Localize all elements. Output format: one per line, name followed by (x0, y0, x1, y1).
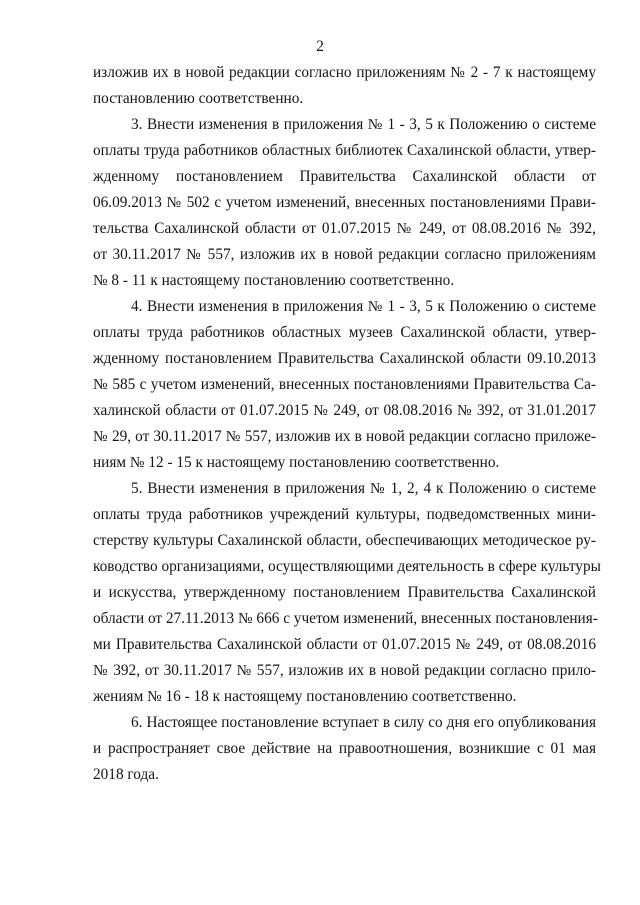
text-line: 4. Внести изменения в приложения № 1 - 3, 5 к Положению о системе (131, 298, 596, 315)
text-line: 5. Внести изменения в приложения № 1, 2, 4 к Положению о системе (131, 480, 596, 497)
text-line: области от 27.11.2013 № 666 с учетом изменений, внесенных постановления- (93, 610, 598, 627)
text-line: № 585 с учетом изменений, внесенных постановлениями Правительства Са- (93, 376, 596, 393)
text-line: ми Правительства Сахалинской области от 01.07.2015 № 249, от 08.08.2016 (93, 636, 596, 653)
text-line: ководство организациями, осуществляющими деятельность в сфере культуры (93, 558, 601, 575)
text-line: жденному постановлением Правительства Сахалинской области 09.10.2013 (93, 350, 596, 367)
text-line: постановлению соответственно. (93, 90, 304, 107)
text-line: № 8 - 11 к настоящему постановлению соответственно. (93, 272, 455, 289)
text-line: стерству культуры Сахалинской области, обеспечивающих методическое ру- (93, 532, 596, 549)
text-line: 6. Настоящее постановление вступает в силу со дня его опубликования (131, 714, 596, 731)
text-line: 2018 года. (93, 766, 159, 783)
text-line: тельства Сахалинской области от 01.07.2015 № 249, от 08.08.2016 № 392, (93, 220, 596, 237)
text-line: оплаты труда работников учреждений культуры, подведомственных мини- (93, 506, 596, 523)
text-line: № 392, от 30.11.2017 № 557, изложив их в новой редакции согласно прило- (93, 662, 596, 679)
text-line: оплаты труда работников областных музеев Сахалинской области, утвер- (93, 324, 596, 341)
text-line: 06.09.2013 № 502 с учетом изменений, внесенных постановлениями Прави- (93, 194, 596, 211)
text-line: жденному постановлением Правительства Сахалинской области от (93, 168, 596, 185)
text-line: халинской области от 01.07.2015 № 249, от 08.08.2016 № 392, от 31.01.2017 (93, 402, 596, 419)
text-line: жениям № 16 - 18 к настоящему постановлению соответственно. (93, 688, 517, 705)
text-line: и распространяет свое действие на правоотношения, возникшие с 01 мая (93, 740, 596, 757)
text-line: изложив их в новой редакции согласно приложениям № 2 - 7 к настоящему (93, 64, 596, 81)
text-line: от 30.11.2017 № 557, изложив их в новой редакции согласно приложениям (93, 246, 596, 263)
text-line: и искусства, утвержденному постановлением Правительства Сахалинской (93, 584, 596, 601)
text-line: оплаты труда работников областных библиотек Сахалинской области, утвер- (93, 142, 596, 159)
page-number: 2 (316, 38, 324, 55)
text-line: ниям № 12 - 15 к настоящему постановлению соответственно. (93, 454, 500, 471)
text-line: № 29, от 30.11.2017 № 557, изложив их в новой редакции согласно приложе- (93, 428, 596, 445)
text-line: 3. Внести изменения в приложения № 1 - 3, 5 к Положению о системе (131, 116, 596, 133)
